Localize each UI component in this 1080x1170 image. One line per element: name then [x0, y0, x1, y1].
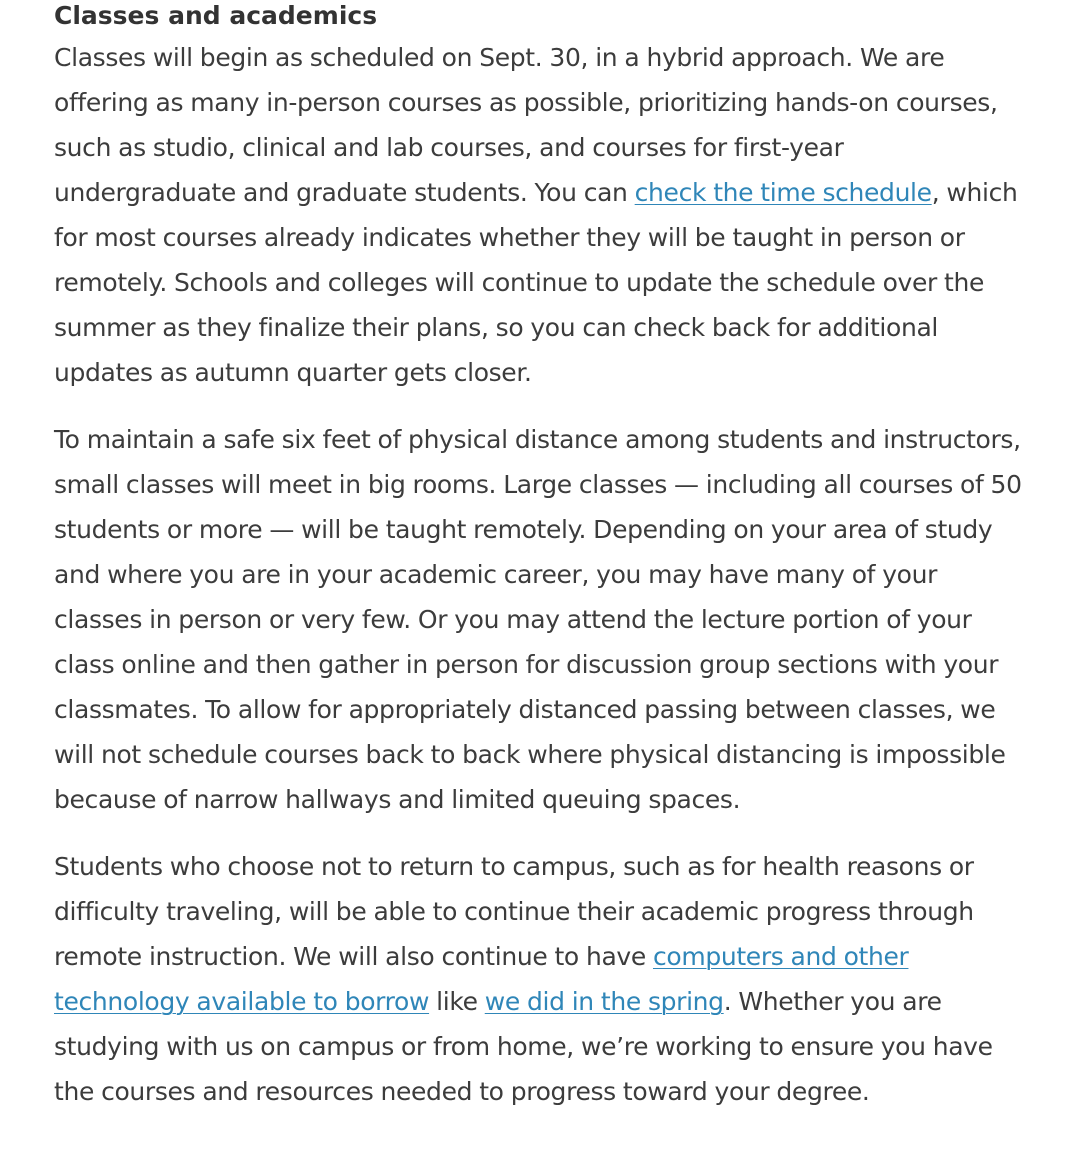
paragraph-text: To maintain a safe six feet of physical distance among students and instructors, small classes will meet in big rooms. Large classes — including all courses of 50 students or more — will be taught remotely. Depending on your area of study and where you are in your academic career, you may have many of your classes in person or very few. Or you may attend the lecture portion of your class online and then gather in person for discussion group sections with your classmates. To allow for appropriately distanced passing between classes, we will not schedule courses back to back where physical distancing is impossible because of narrow hallways and limited queuing spaces. — [54, 425, 1022, 814]
borrow-technology-link[interactable]: computers and other technology available to borrow — [54, 942, 909, 1016]
section-heading: Classes and academics — [54, 1, 378, 30]
paragraph-schedule — [54, 35, 1029, 395]
paragraph-distancing — [54, 417, 1029, 822]
paragraph-text: . Whether you are studying with us on campus or from home, we’re working to ensure you have the courses and resources needed to progress toward your degree. — [54, 987, 993, 1106]
paragraph-text: like — [429, 987, 485, 1016]
paragraph-remote — [54, 844, 1029, 1114]
paragraph-text: Students who choose not to return to campus, such as for health reasons or difficulty traveling, will be able to continue their academic progress through remote instruction. We will also continue to have — [54, 852, 974, 971]
paragraph-text: , which for most courses already indicates whether they will be taught in person or remotely. Schools and colleges will continue to update the schedule over the summer as they finalize their plans, so you can check back for additional updates as autumn quarter gets closer. — [54, 178, 1018, 387]
time-schedule-link[interactable]: check the time schedule — [634, 178, 932, 207]
spring-link[interactable]: we did in the spring — [484, 987, 724, 1016]
article-content — [54, 0, 1029, 1114]
paragraph-text: Classes will begin as scheduled on Sept. 30, in a hybrid approach. We are offering as many in-person courses as possible, prioritizing hands-on courses, such as studio, clinical and lab courses, and courses for first-year undergraduate and graduate students. You can — [54, 43, 998, 207]
